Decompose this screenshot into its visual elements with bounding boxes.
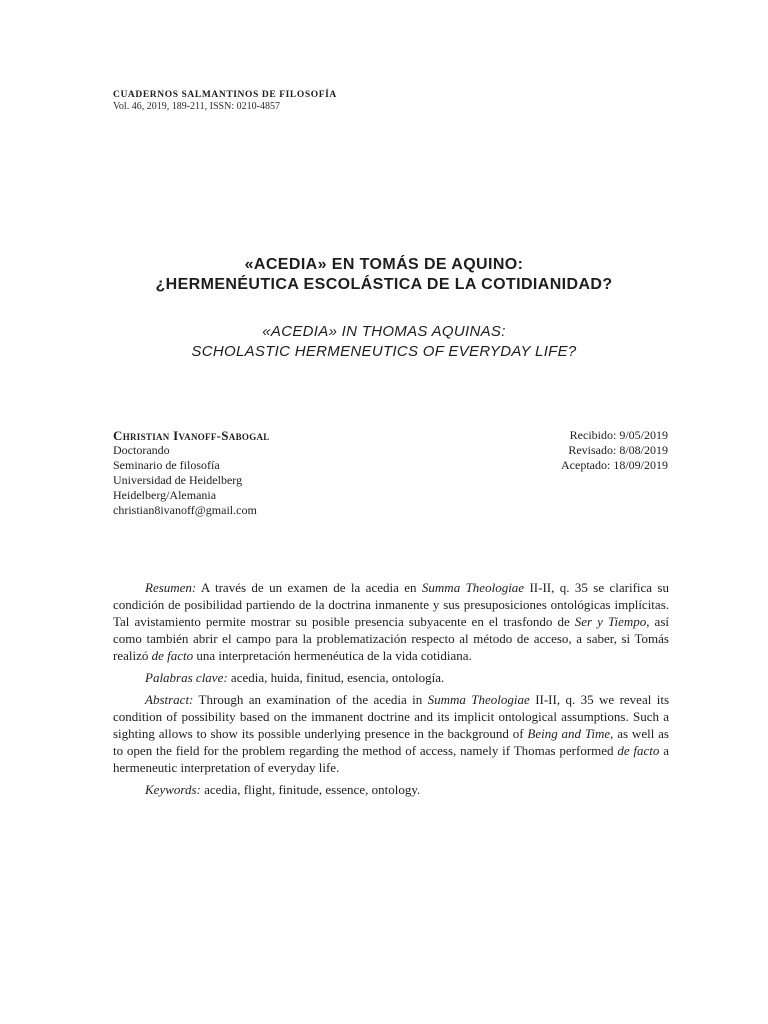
journal-volume: Vol. 46, 2019, 189-211, ISSN: 0210-4857 — [113, 101, 280, 112]
abstract-text-2: II-II, q. 35 we reveal its condition of possibility based on the immanent doctrine and its implicit ontological assumptions. Such a sighting allows to show its possible underlying presence in the background of — [113, 692, 669, 741]
abstract-paragraph — [113, 691, 669, 776]
resumen-text-2: II-II, q. 35 se clarifica su condición de posibilidad partiendo de la doctrina inmanente y sus presuposiciones ontológicas implícitas. Tal avistamiento permite mostrar su posible presencia subyacente en el trasfondo de — [113, 580, 669, 629]
abstract-text-4: a hermeneutic interpretation of everyday life. — [113, 743, 670, 775]
author-university: Universidad de Heidelberg — [113, 473, 243, 487]
palabras-clave-text: acedia, huida, finitud, esencia, ontología. — [227, 670, 445, 685]
title-spanish — [0, 255, 768, 295]
abstract-text-1: Through an examination of the acedia in — [193, 692, 428, 707]
date-received: Recibido: 9/05/2019 — [569, 428, 668, 442]
resumen-italic-3: de facto — [151, 648, 194, 663]
abstract-italic-2: Being and Time — [527, 726, 611, 741]
title-english — [0, 322, 768, 362]
author-email: christian8ivanoff@gmail.com — [113, 503, 257, 517]
resumen-text-1: A través de un examen de la acedia en — [196, 580, 422, 595]
palabras-clave-paragraph — [113, 669, 669, 686]
abstract-text-3: , as well as to open the field for the problem regarding the method of access, namely if Thomas performed — [113, 726, 669, 758]
title-spanish-line1: «ACEDIA» EN TOMÁS DE AQUINO: — [244, 256, 524, 273]
date-accepted: Aceptado: 18/09/2019 — [561, 458, 668, 472]
abstract-label: Abstract: — [145, 692, 194, 707]
abstract-italic-3: de facto — [617, 743, 660, 758]
author-seminar: Seminario de filosofía — [113, 458, 220, 472]
resumen-text-3: , así como también abrir el campo para la problematización respecto al método de acceso, a saber, si Tomás realizó — [113, 614, 669, 663]
keywords-label: Keywords: — [145, 782, 201, 797]
title-spanish-line2: ¿HERMENÉUTICA ESCOLÁSTICA DE LA COTIDIANIDAD? — [155, 276, 613, 293]
author-block — [113, 428, 270, 518]
palabras-clave-label: Palabras clave: — [145, 670, 228, 685]
keywords-paragraph — [113, 781, 669, 798]
keywords-text: acedia, flight, finitude, essence, ontology. — [200, 782, 421, 797]
journal-name: CUADERNOS SALMANTINOS DE FILOSOFÍA — [113, 90, 337, 100]
resumen-label: Resumen: — [145, 580, 197, 595]
title-english-line2: SCHOLASTIC HERMENEUTICS OF EVERYDAY LIFE? — [191, 343, 577, 360]
date-revised: Revisado: 8/08/2019 — [568, 443, 668, 457]
journal-header — [113, 89, 337, 113]
resumen-text-4: una interpretación hermenéutica de la vida cotidiana. — [193, 648, 472, 663]
dates-block — [561, 428, 668, 473]
title-english-line1: «ACEDIA» IN THOMAS AQUINAS: — [262, 323, 506, 340]
title-block — [0, 255, 768, 362]
author-name: Christian Ivanoff-Sabogal — [113, 428, 270, 443]
abstract-italic-1: Summa Theologiae — [427, 692, 530, 707]
resumen-italic-1: Summa Theologiae — [421, 580, 525, 595]
author-location: Heidelberg/Alemania — [113, 488, 217, 502]
resumen-italic-2: Ser y Tiempo — [574, 614, 647, 629]
resumen-paragraph — [113, 579, 669, 664]
abstract-section — [113, 579, 669, 803]
author-position: Doctorando — [113, 443, 170, 457]
